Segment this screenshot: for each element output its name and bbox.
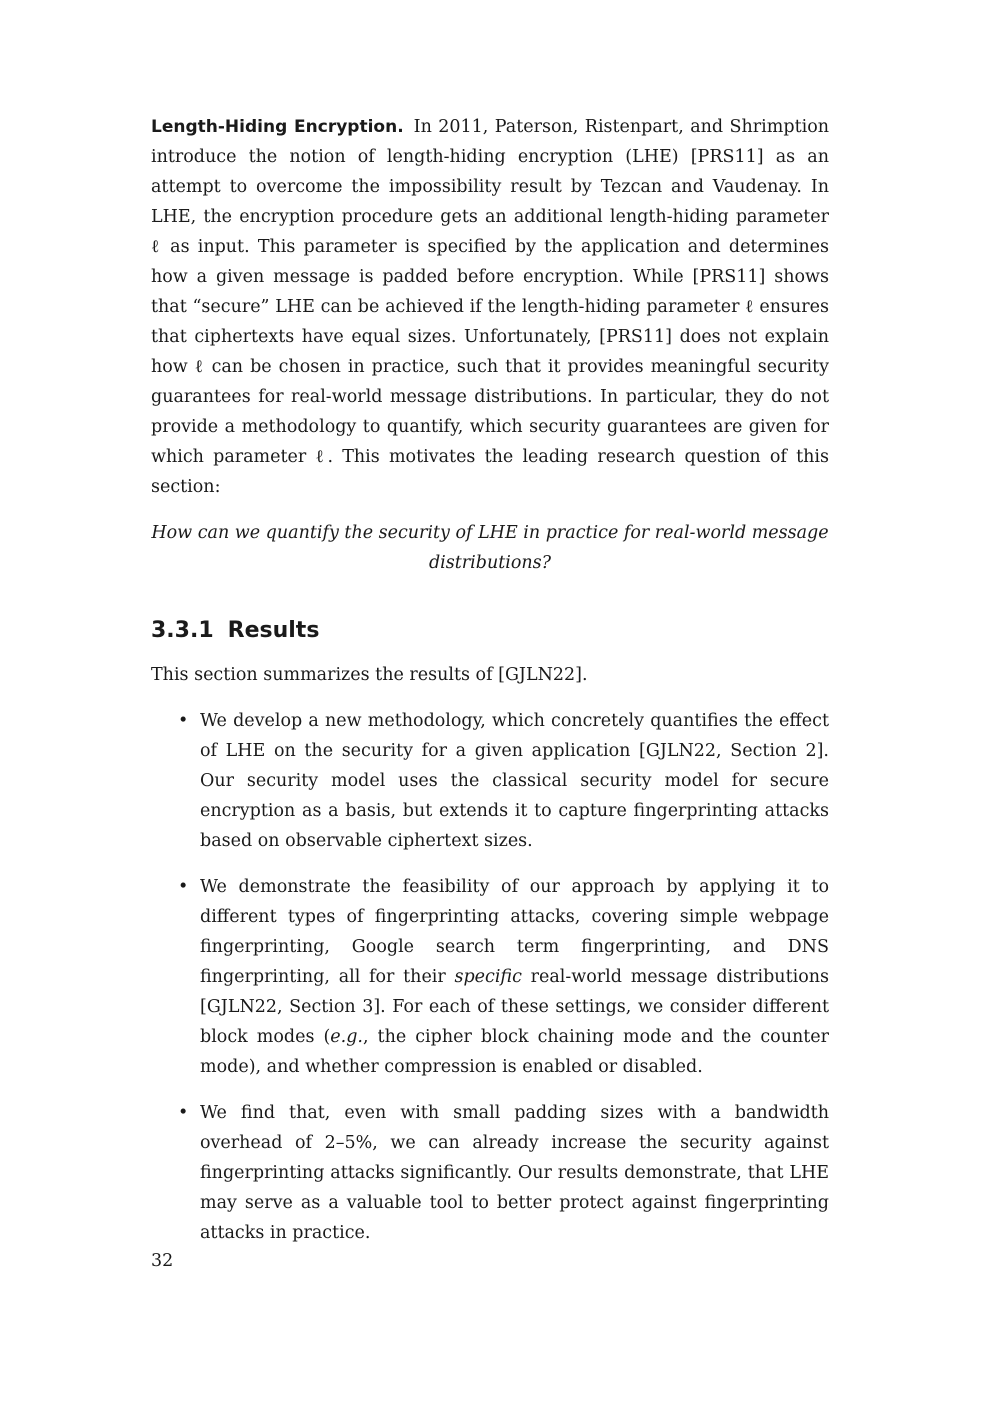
emphasis: specific [454, 967, 522, 987]
lhe-paragraph [151, 112, 829, 502]
list-item-text-part: We demonstrate the feasibility of our approach by applying it to different types of fingerprinting attacks, covering simple webpage fingerprinting, Google search term fingerprinting, and DNS fingerprinting, all for their [200, 877, 829, 987]
research-question: How can we quantify the security of LHE in practice for real-world message distributions? [151, 523, 829, 573]
list-item [151, 1098, 829, 1248]
paragraph-body: In 2011, Paterson, Ristenpart, and Shrimption introduce the notion of length-hiding encryption (LHE) [PRS11] as an attempt to overcome the impossibility result by Tezcan and Vaudenay. In LHE, the encryption procedure gets an additional length-hiding parameter ℓ as input. This parameter is specified by the application and determines how a given message is padded before encryption. While [PRS11] shows that “secure” LHE can be achieved if the length-hiding parameter ℓ ensures that ciphertexts have equal sizes. Unfortunately, [PRS11] does not explain how ℓ can be chosen in practice, such that it provides meaningful security guarantees for real-world message distributions. In particular, they do not provide a methodology to quantify, which security guarantees are given for which parameter ℓ. This motivates the leading research question of this section: [151, 117, 829, 497]
list-item-text [200, 872, 829, 1082]
section-intro: This section summarizes the results of [GJLN22]. [151, 665, 588, 685]
paragraph-heading: Length-Hiding Encryption. [151, 117, 404, 137]
list-item-text-part: real-world message distributions [GJLN22, Section 3]. For each of these settings, we consider different block modes ( [200, 967, 829, 1047]
bullet-icon: • [178, 877, 189, 897]
section-number: 3.3.1 [151, 618, 214, 643]
section-title: Results [227, 618, 320, 643]
bullet-icon: • [178, 711, 189, 731]
list-item-text-part: , the cipher block chaining mode and the counter mode), and whether compression is enabled or disabled. [200, 1027, 829, 1077]
list-item-text: We develop a new methodology, which concretely quantifies the effect of LHE on the security for a given application [GJLN22, Section 2]. Our security model uses the classical security model for secure encryption as a basis, but extends it to capture fingerprinting attacks based on observable ciphertext sizes. [200, 711, 829, 851]
bullet-icon: • [178, 1103, 189, 1123]
results-list [151, 706, 829, 1248]
emphasis: e.g. [330, 1027, 363, 1047]
list-item [151, 706, 829, 856]
section-heading [151, 616, 829, 646]
list-item-text: We find that, even with small padding sizes with a bandwidth overhead of 2–5%, we can already increase the security against fingerprinting attacks significantly. Our results demonstrate, that LHE may serve as a valuable tool to better protect against fingerprinting attacks in practice. [200, 1103, 829, 1243]
page-content [151, 112, 829, 1264]
page-number: 32 [151, 1251, 174, 1271]
list-item [151, 872, 829, 1082]
